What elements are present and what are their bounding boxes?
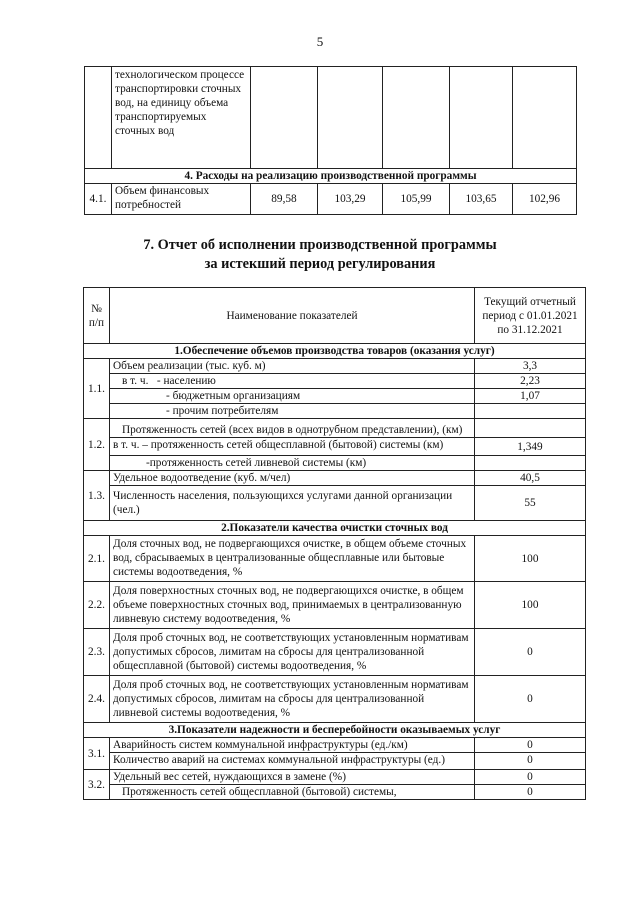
section-header-4: 4. Расходы на реализацию производственной программы [85,169,577,184]
report-title-line2: за истекший период регулирования [204,256,436,272]
table-row: Протяженность сетей общесплавной (бытовой) системы, 0 [84,785,586,800]
table-row: в т. ч. - населению 2,23 [84,374,586,389]
page-number: 5 [316,34,324,49]
section-header-2: 2.Показатели качества очистки сточных вод [84,521,586,536]
table-row: 2.3. Доля проб сточных вод, не соответствующих установленным нормативам допустимых сбросов, лимитам на сбросы для централизованной общесплавной (бытовой) системы водоотведения, % 0 [84,629,586,676]
table-row: 3.2. Удельный вес сетей, нуждающихся в замене (%) 0 [84,770,586,785]
report-table [83,287,586,800]
header-row [84,288,586,344]
table-row: Количество аварий на системах коммунальной инфраструктуры (ед.) 0 [84,753,586,770]
table-row: - бюджетным организациям 1,07 [84,389,586,404]
financial-table [84,66,577,215]
report-title-line1: 7. Отчет об исполнении производственной программы [143,237,497,253]
table-row: 2.4. Доля проб сточных вод, не соответствующих установленным нормативам допустимых сбросов, лимитам на сбросы для централизованной ливневой системы водоотведения, % 0 [84,676,586,723]
table-row: -протяженность сетей ливневой системы (км) [84,456,586,471]
table-row: в т. ч. – протяженность сетей общесплавной (бытовой) системы (км) 1,349 [84,438,586,456]
table-row: - прочим потребителям [84,404,586,419]
table-row: 1.3. Удельное водоотведение (куб. м/чел) 40,5 [84,471,586,486]
table-row: 1.2. Протяженность сетей (всех видов в однотрубном представлении), (км) [84,419,586,438]
table-row [85,67,577,169]
col-name-header: Наименование показателей [110,288,475,344]
table-row: 2.2. Доля поверхностных сточных вод, не подвергающихся очистке, в общем объеме поверхностных сточных вод, принимаемых в централизованную ливневую систему водоотведения, % 100 [84,582,586,629]
continued-text: технологическом процессе транспортировки сточных вод, на единицу объема транспортируемых сточных вод [112,67,251,169]
section-header-1: 1.Обеспечение объемов производства товаров (оказания услуг) [84,344,586,359]
table-row: Численность населения, пользующихся услугами данной организации (чел.) 55 [84,486,586,521]
table-row: 3.1. Аварийность систем коммунальной инфраструктуры (ед./км) 0 [84,738,586,753]
section-header-3: 3.Показатели надежности и бесперебойности оказываемых услуг [84,723,586,738]
table-row: 4.1. Объем финансовых потребностей 89,58 103,29 105,99 103,65 102,96 [85,184,577,215]
table-row: 2.1. Доля сточных вод, не подвергающихся очистке, в общем объеме сточных вод, сбрасываемых в централизованные общесплавные или бытовые системы водоотведения, % 100 [84,536,586,582]
col-num-header: № п/п [84,288,110,344]
col-period-header: Текущий отчетный период с 01.01.2021 по 31.12.2021 [475,288,586,344]
table-row: 1.1. Объем реализации (тыс. куб. м) 3,3 [84,359,586,374]
